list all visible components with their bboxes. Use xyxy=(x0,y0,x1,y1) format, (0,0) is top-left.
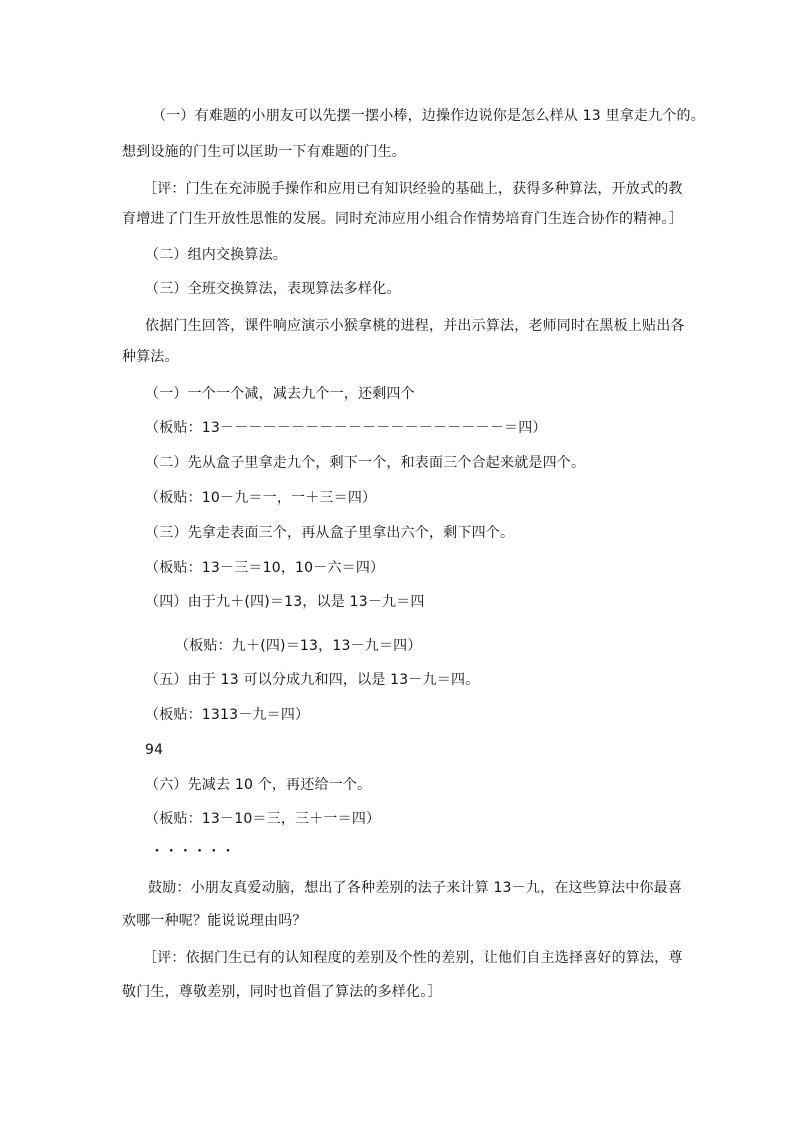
text-line: （板贴：13－三＝10，10－六＝四） xyxy=(145,560,385,576)
text-line: （二）组内交换算法。 xyxy=(145,247,287,263)
text-line: （板贴：1313－九＝四） xyxy=(145,707,310,723)
text-line: 想到设施的门生可以匡助一下有难题的门生。 xyxy=(122,144,406,160)
text-line: （一）一个一个减，减去九个一，还剩四个 xyxy=(145,386,415,402)
text-line: 欢哪一种呢？能说说理由吗？ xyxy=(122,913,307,929)
text-line: （四）由于九＋(四)＝13，以是 13－九＝四 xyxy=(145,594,425,610)
text-line: （板贴：10－九＝一，一＋三＝四） xyxy=(145,490,377,506)
text-line: 鼓励：小朋友真爱动脑，想出了各种差别的法子来计算 13－九，在这些算法中你最喜 xyxy=(148,880,683,896)
text-line: 敬门生，尊敬差别，同时也首倡了算法的多样化。］ xyxy=(122,984,442,1000)
text-line: ［评：依据门生已有的认知程度的差别及个性的差别，让他们自主选择喜好的算法，尊 xyxy=(143,950,683,966)
text-line: （一）有难题的小朋友可以先摆一摆小棒，边操作边说你是怎么样从 13 里拿走九个的。 xyxy=(152,108,705,124)
text-line: （五）由于 13 可以分成九和四，以是 13－九＝四。 xyxy=(145,672,480,688)
text-line: （六）先减去 10 个，再还给一个。 xyxy=(145,777,372,793)
text-line: 育增进了门生开放性思惟的发展。同时充沛应用小组合作情势培育门生连合协作的精神。］ xyxy=(122,211,683,227)
text-line: （板贴：13－－－－－－－－－－－－－－－－－－－－＝四） xyxy=(145,420,547,436)
text-line: （二）先从盒子里拿走九个，剩下一个，和表面三个合起来就是四个。 xyxy=(145,455,586,471)
text-line: ・・・・・・ xyxy=(150,844,236,860)
text-line: （三）全班交换算法，表现算法多样化。 xyxy=(145,281,401,297)
text-line: 94 xyxy=(145,742,164,758)
text-line: （板贴：九＋(四)＝13，13－九＝四） xyxy=(175,638,422,654)
text-line: （板贴：13－10＝三，三＋一＝四） xyxy=(145,811,381,827)
text-line: （三）先拿走表面三个，再从盒子里拿出六个，剩下四个。 xyxy=(145,525,515,541)
text-line: ［评：门生在充沛脱手操作和应用已有知识经验的基础上，获得多种算法，开放式的教 xyxy=(143,181,683,197)
text-line: 依据门生回答，课件响应演示小猴拿桃的进程，并出示算法，老师同时在黑板上贴出各 xyxy=(145,318,685,334)
text-line: 种算法。 xyxy=(122,349,179,365)
